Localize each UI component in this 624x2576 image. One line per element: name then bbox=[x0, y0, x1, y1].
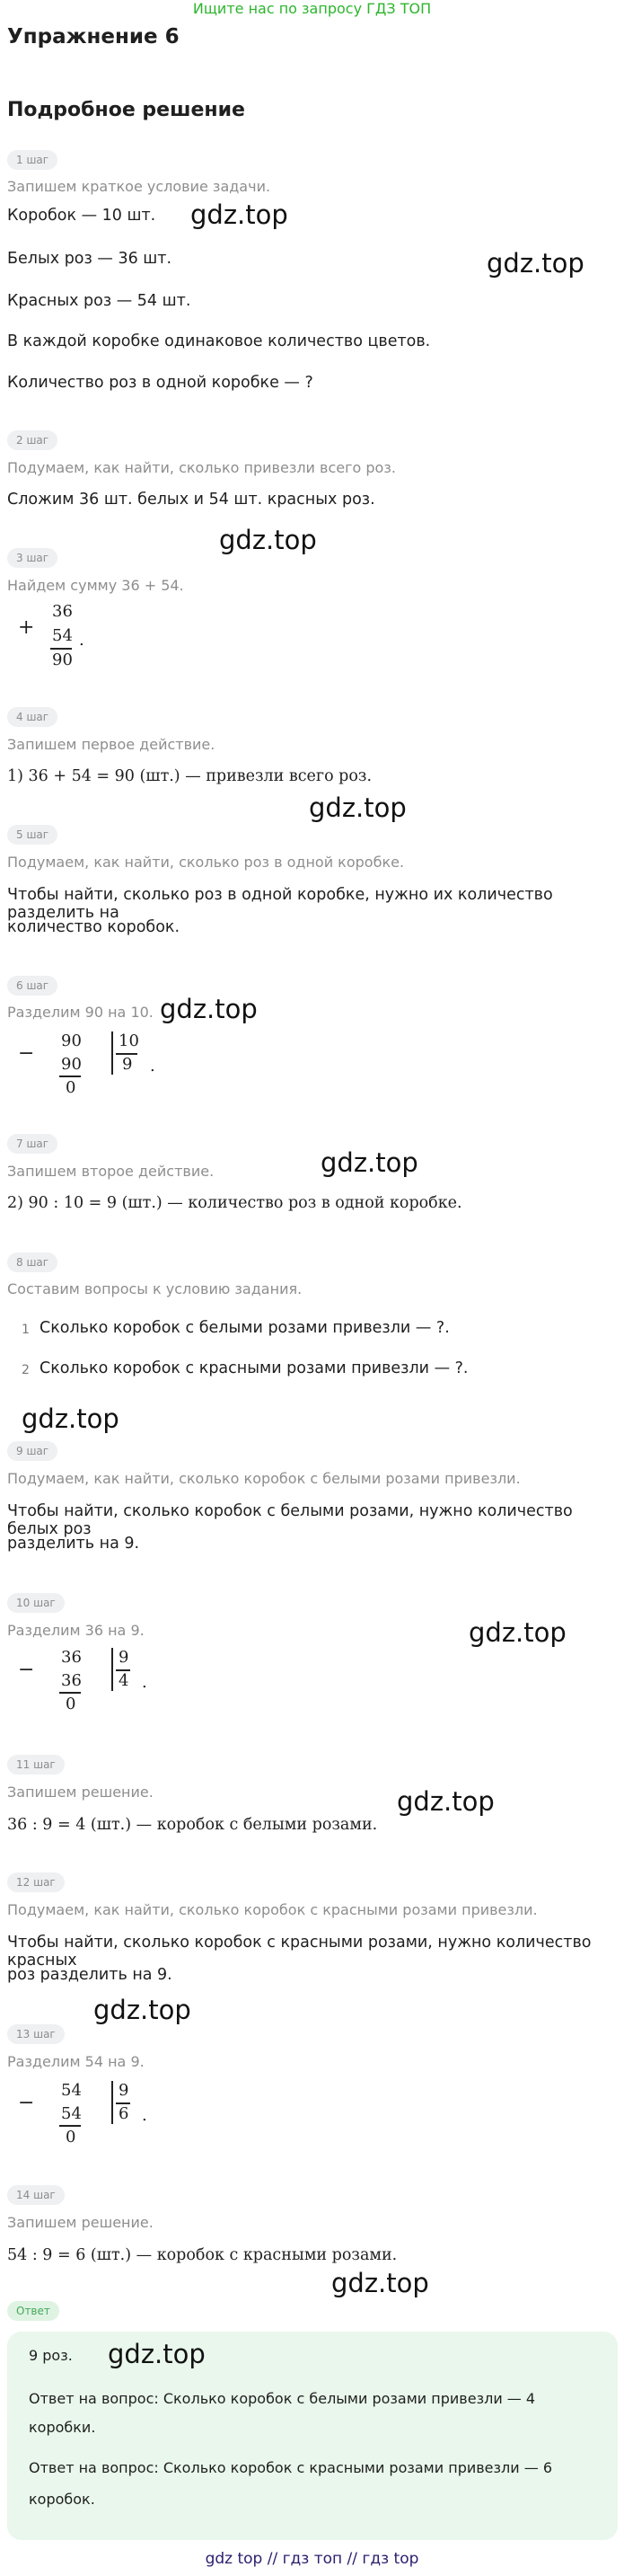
sub-line bbox=[59, 1076, 81, 1077]
condition-red: Красных роз — 54 шт. bbox=[7, 292, 191, 310]
step-hint: Подумаем, как найти, сколько привезли всего роз. bbox=[7, 459, 396, 476]
quotient: 9 bbox=[122, 1055, 133, 1074]
step-hint: Подумаем, как найти, сколько роз в одной коробке. bbox=[7, 854, 405, 871]
condition-equal: В каждой коробке одинаковое количество цветов. bbox=[7, 332, 431, 350]
quotient: 4 bbox=[119, 1671, 129, 1690]
watermark: gdz.top bbox=[219, 525, 317, 555]
step-badge: 10 шаг bbox=[7, 1593, 65, 1613]
division-bar bbox=[111, 1031, 113, 1075]
divisor: 10 bbox=[119, 1031, 139, 1050]
step-badge: 14 шаг bbox=[7, 2185, 65, 2205]
answer-line: Ответ на вопрос: Сколько коробок с белыми розами привезли — 4 bbox=[29, 2390, 536, 2407]
dividend: 36 bbox=[61, 1648, 82, 1667]
answer-white: 36 : 9 = 4 (шт.) — коробок с белыми розами. bbox=[7, 1816, 378, 1834]
step-hint: Составим вопросы к условию задания. bbox=[7, 1280, 303, 1297]
condition-boxes: Коробок — 10 шт. bbox=[7, 207, 156, 225]
condition-white: Белых роз — 36 шт. bbox=[7, 250, 172, 268]
sum-line bbox=[50, 648, 72, 650]
action-2: 2) 90 : 10 = 9 (шт.) — количество роз в одной коробке. bbox=[7, 1194, 462, 1212]
step-hint: Подумаем, как найти, сколько коробок с красными розами привезли. bbox=[7, 1901, 538, 1918]
watermark: gdz.top bbox=[22, 1403, 119, 1434]
step-hint: Запишем второе действие. bbox=[7, 1163, 215, 1180]
watermark: gdz.top bbox=[108, 2339, 206, 2369]
step-badge: 6 шаг bbox=[7, 976, 57, 996]
watermark: gdz.top bbox=[321, 1147, 418, 1178]
step-badge: 12 шаг bbox=[7, 1872, 65, 1892]
watermark: gdz.top bbox=[469, 1617, 567, 1648]
addend-b: 54 bbox=[52, 626, 73, 645]
step-badge: 11 шаг bbox=[7, 1755, 65, 1775]
list-number: 1 bbox=[22, 1323, 30, 1337]
answer-line: коробки. bbox=[29, 2419, 96, 2436]
condition-question: Количество роз в одной коробке — ? bbox=[7, 374, 313, 392]
step-badge: 8 шаг bbox=[7, 1253, 57, 1272]
step-text: разделить на 9. bbox=[7, 1535, 140, 1553]
page-title: Упражнение 6 bbox=[7, 25, 180, 49]
subtrahend: 36 bbox=[61, 1671, 82, 1690]
step-badge: 2 шаг bbox=[7, 430, 57, 450]
subtrahend: 90 bbox=[61, 1055, 82, 1074]
division-bar bbox=[111, 2081, 113, 2124]
watermark: gdz.top bbox=[160, 994, 258, 1024]
step-hint: Запишем решение. bbox=[7, 1784, 154, 1801]
remainder: 0 bbox=[66, 2128, 76, 2147]
quotient: 6 bbox=[119, 2104, 129, 2123]
dot: . bbox=[142, 2106, 147, 2125]
section-title: Подробное решение bbox=[7, 99, 245, 121]
dot: . bbox=[79, 631, 84, 650]
dot: . bbox=[142, 1673, 147, 1692]
step-hint: Разделим 54 на 9. bbox=[7, 2053, 145, 2070]
watermark: gdz.top bbox=[93, 1995, 191, 2025]
step-text: Чтобы найти, сколько коробок с красными розами, нужно количество красных bbox=[7, 1934, 592, 1970]
question-item: Сколько коробок с белыми розами привезли — ?. bbox=[40, 1319, 450, 1337]
step-text: Сложим 36 шт. белых и 54 шт. красных роз. bbox=[7, 491, 375, 509]
step-hint: Разделим 36 на 9. bbox=[7, 1622, 145, 1639]
division-bar bbox=[111, 1648, 113, 1691]
dot: . bbox=[150, 1057, 155, 1076]
step-badge: 7 шаг bbox=[7, 1134, 57, 1154]
watermark: gdz.top bbox=[331, 2268, 429, 2298]
answer-line: Ответ на вопрос: Сколько коробок с красными розами привезли — 6 bbox=[29, 2459, 553, 2476]
step-text: количество коробок. bbox=[7, 918, 180, 936]
step-hint: Запишем первое действие. bbox=[7, 736, 215, 753]
sub-line bbox=[59, 1692, 81, 1694]
footer-links[interactable]: gdz top // гдз топ // гдз top bbox=[205, 2550, 419, 2568]
step-badge: 13 шаг bbox=[7, 2024, 65, 2044]
answer-box bbox=[7, 2332, 618, 2540]
step-hint: Подумаем, как найти, сколько коробок с белыми розами привезли. bbox=[7, 1470, 521, 1487]
step-text: Чтобы найти, сколько роз в одной коробке, нужно их количество разделить на bbox=[7, 886, 553, 922]
top-banner-link[interactable]: Ищите нас по запросу ГДЗ ТОП bbox=[192, 0, 432, 17]
plus-sign: + bbox=[18, 616, 35, 639]
step-badge: 1 шаг bbox=[7, 150, 57, 170]
remainder: 0 bbox=[66, 1695, 76, 1713]
step-badge: 5 шаг bbox=[7, 825, 57, 845]
step-hint: Разделим 90 на 10. bbox=[7, 1004, 154, 1021]
minus-sign: − bbox=[18, 1659, 35, 1681]
step-badge: 3 шаг bbox=[7, 548, 57, 568]
minus-sign: − bbox=[18, 1042, 35, 1065]
step-hint: Запишем краткое условие задачи. bbox=[7, 178, 271, 195]
action-1: 1) 36 + 54 = 90 (шт.) — привезли всего роз. bbox=[7, 767, 373, 785]
question-item: Сколько коробок с красными розами привезли — ?. bbox=[40, 1359, 469, 1377]
minus-sign: − bbox=[18, 2092, 35, 2114]
subtrahend: 54 bbox=[61, 2104, 82, 2123]
watermark: gdz.top bbox=[487, 248, 584, 279]
sum: 90 bbox=[52, 651, 73, 669]
step-badge: 4 шаг bbox=[7, 707, 57, 727]
watermark: gdz.top bbox=[397, 1786, 495, 1817]
dividend: 54 bbox=[61, 2081, 82, 2100]
step-text: роз разделить на 9. bbox=[7, 1966, 172, 1984]
answer-line: 9 роз. bbox=[29, 2347, 73, 2364]
answer-red: 54 : 9 = 6 (шт.) — коробок с красными розами. bbox=[7, 2246, 398, 2264]
dividend: 90 bbox=[61, 1031, 82, 1050]
step-hint: Запишем решение. bbox=[7, 2214, 154, 2231]
step-text: Чтобы найти, сколько коробок с белыми розами, нужно количество белых роз bbox=[7, 1502, 573, 1538]
sub-line bbox=[59, 2125, 81, 2127]
step-badge: 9 шаг bbox=[7, 1441, 57, 1461]
divisor: 9 bbox=[119, 2081, 129, 2100]
answer-line: коробок. bbox=[29, 2491, 95, 2508]
addend-a: 36 bbox=[52, 602, 73, 621]
step-hint: Найдем сумму 36 + 54. bbox=[7, 577, 184, 594]
watermark: gdz.top bbox=[309, 792, 407, 823]
watermark: gdz.top bbox=[190, 199, 288, 230]
answer-badge: Ответ bbox=[7, 2301, 59, 2321]
divisor: 9 bbox=[119, 1648, 129, 1667]
remainder: 0 bbox=[66, 1078, 76, 1097]
list-number: 2 bbox=[22, 1363, 30, 1377]
